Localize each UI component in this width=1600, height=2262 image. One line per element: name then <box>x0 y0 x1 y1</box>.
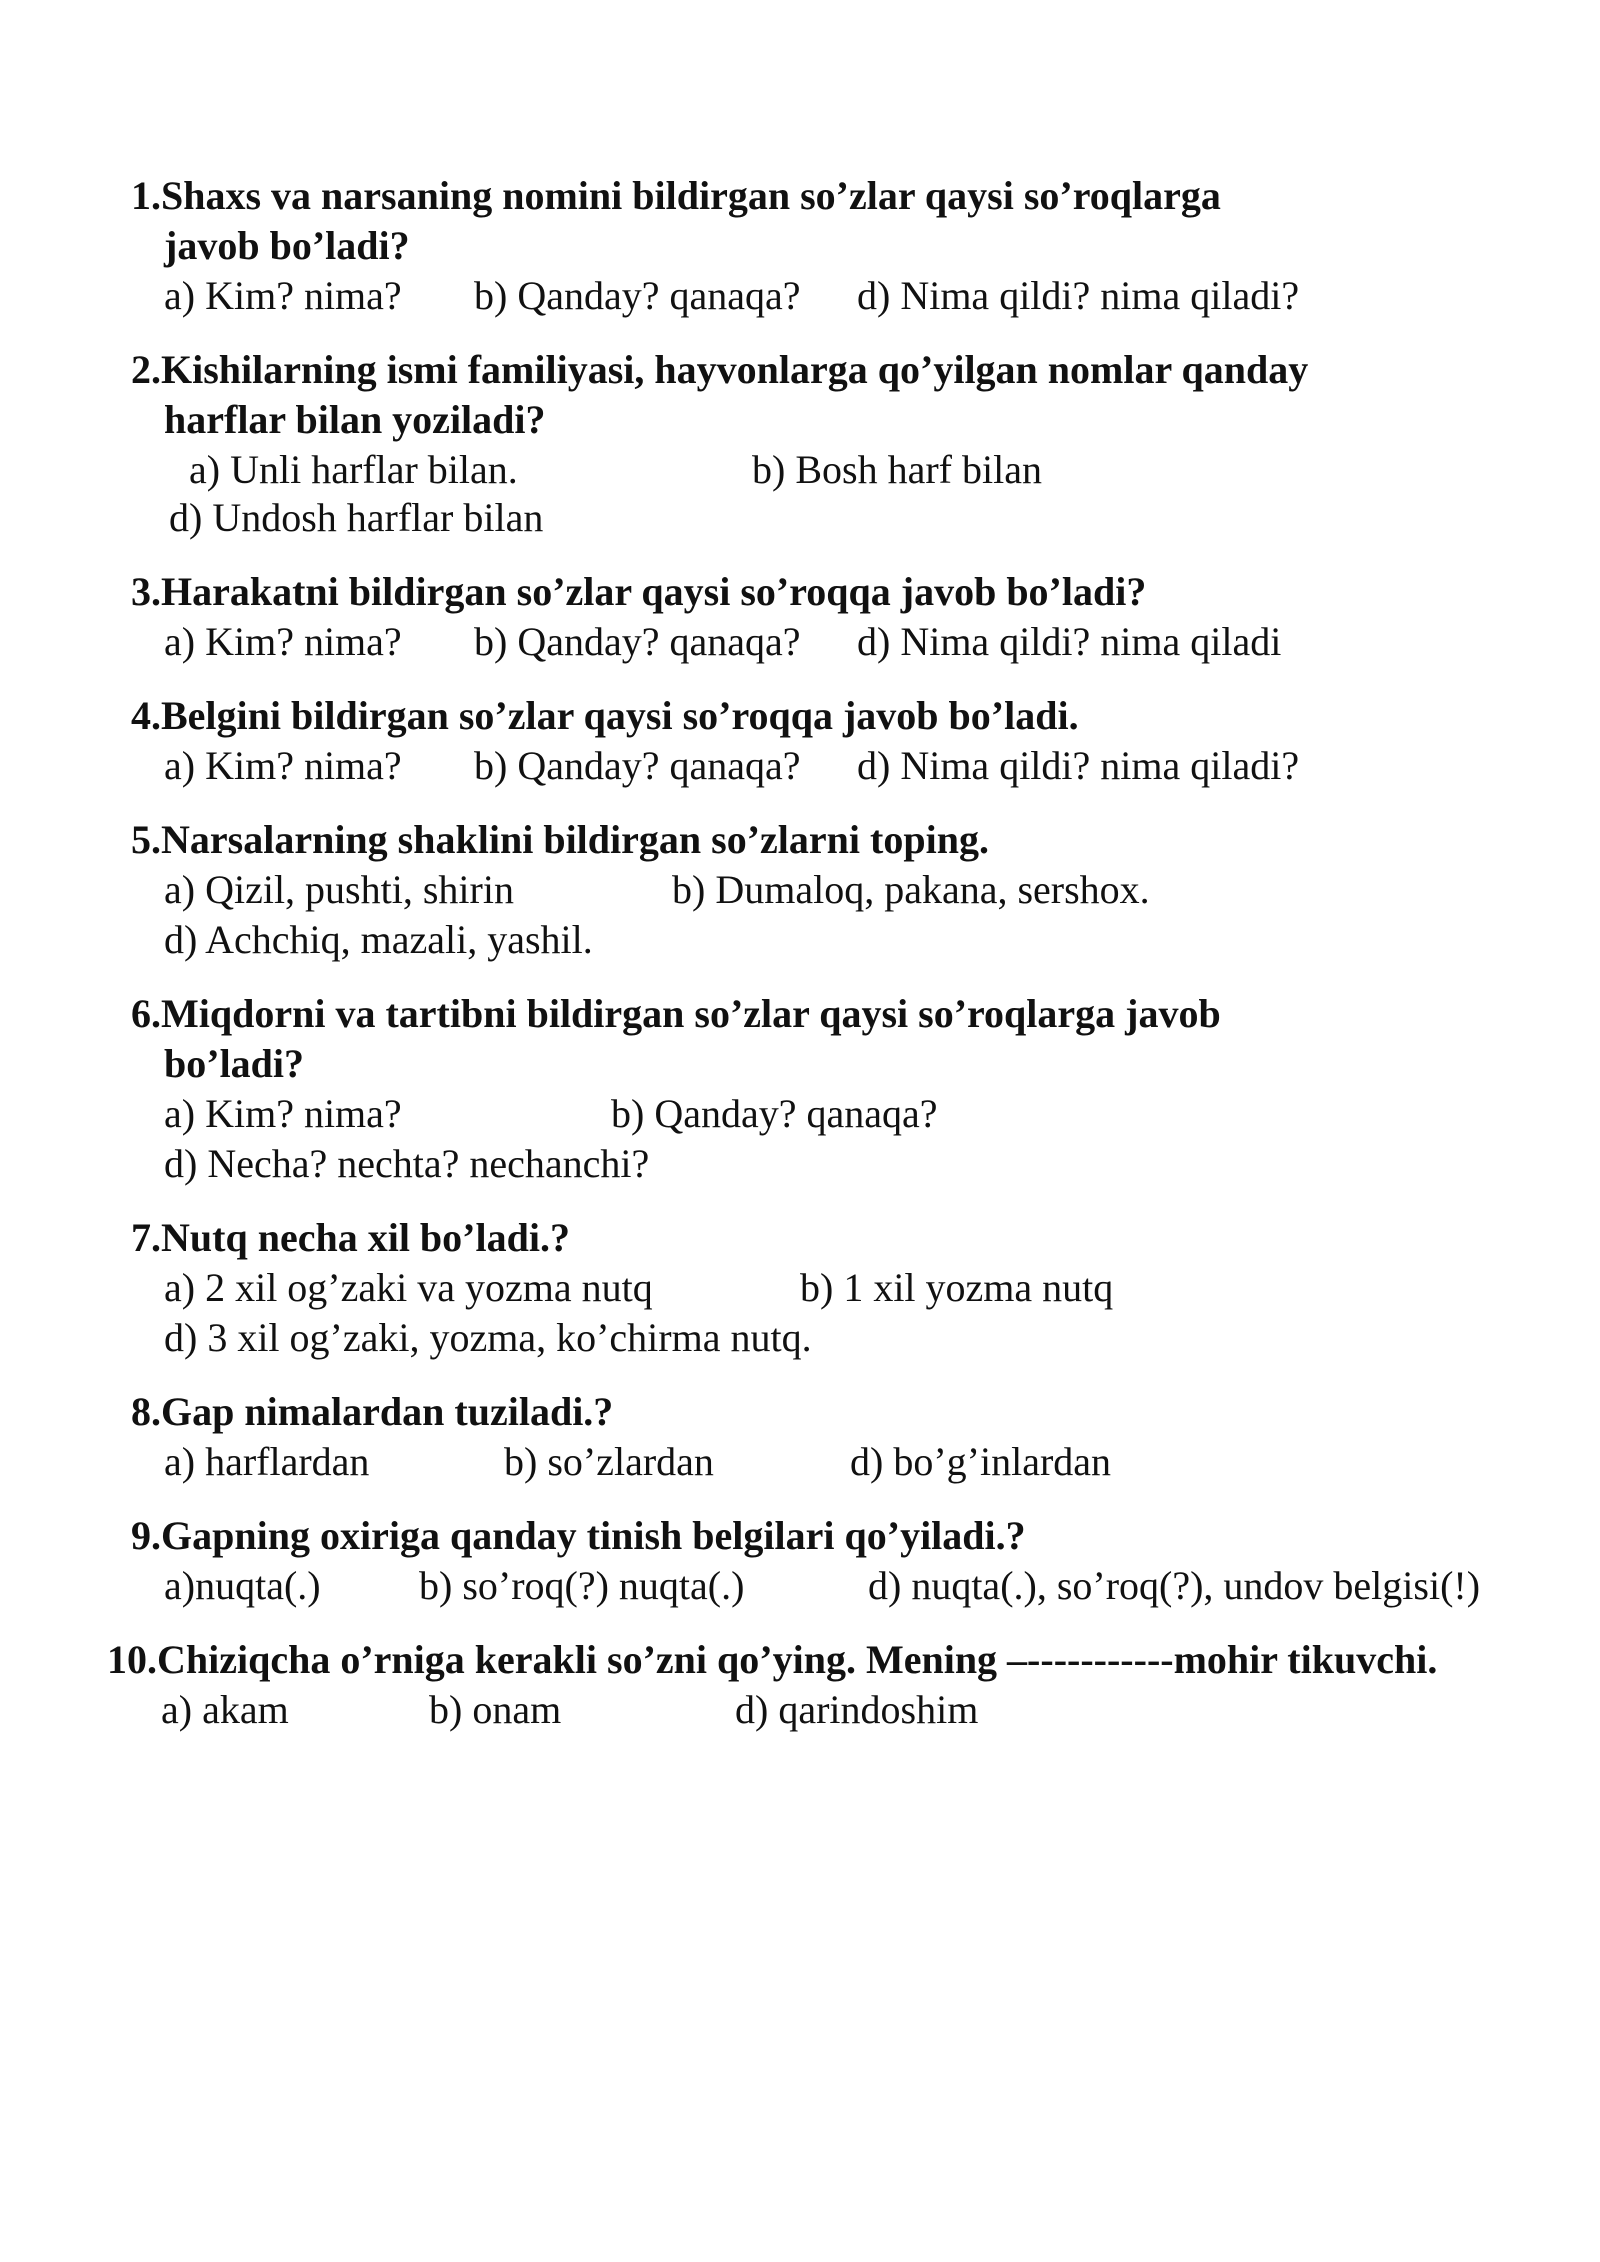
question-7-option-b: b) 1 xil yozma nutq <box>800 1265 1114 1310</box>
question-5-option-a: a) Qizil, pushti, shirin <box>164 867 514 912</box>
question-1-option-a: a) Kim? nima? <box>164 273 402 318</box>
question-10-option-a: a) akam <box>161 1687 289 1732</box>
question-9-option-d: d) nuqta(.), so’roq(?), undov belgisi(!) <box>868 1563 1481 1608</box>
question-6-option-b: b) Qanday? qanaqa? <box>611 1091 938 1136</box>
question-8-option-a: a) harflardan <box>164 1439 370 1484</box>
question-8-title-line1: 8.Gap nimalardan tuziladi.? <box>131 1389 614 1434</box>
question-10-option-d: d) qarindoshim <box>735 1687 979 1732</box>
question-6-title-line1: 6.Miqdorni va tartibni bildirgan so’zlar qaysi so’roqlarga javob <box>131 991 1221 1036</box>
question-8-option-b: b) so’zlardan <box>504 1439 714 1484</box>
question-10-title-line1: 10.Chiziqcha o’rniga kerakli so’zni qo’ying. Mening –-----------mohir tikuvchi. <box>107 1637 1438 1682</box>
question-9-option-a: a)nuqta(.) <box>164 1563 321 1608</box>
question-2-option-a: a) Unli harflar bilan. <box>189 447 518 492</box>
question-6-title-line2: bo’ladi? <box>164 1041 305 1086</box>
question-3-option-a: a) Kim? nima? <box>164 619 402 664</box>
question-3-option-d: d) Nima qildi? nima qiladi <box>857 619 1282 664</box>
question-3-title-line1: 3.Harakatni bildirgan so’zlar qaysi so’roqqa javob bo’ladi? <box>131 569 1147 614</box>
question-6-option-a: a) Kim? nima? <box>164 1091 402 1136</box>
question-8-option-d: d) bo’g’inlardan <box>850 1439 1112 1484</box>
question-2-title-line2: harflar bilan yoziladi? <box>164 397 546 442</box>
question-3-option-b: b) Qanday? qanaqa? <box>474 619 801 664</box>
question-1-title-line2: javob bo’ladi? <box>164 223 410 268</box>
question-2-option-b: b) Bosh harf bilan <box>752 447 1042 492</box>
question-1-option-d: d) Nima qildi? nima qiladi? <box>857 273 1300 318</box>
question-4-title-line1: 4.Belgini bildirgan so’zlar qaysi so’roqqa javob bo’ladi. <box>131 693 1079 738</box>
question-4-option-a: a) Kim? nima? <box>164 743 402 788</box>
question-9-option-b: b) so’roq(?) nuqta(.) <box>419 1563 745 1608</box>
question-5-option-d: d) Achchiq, mazali, yashil. <box>164 917 593 962</box>
question-6-option-d: d) Necha? nechta? nechanchi? <box>164 1141 650 1186</box>
question-2-option-d: d) Undosh harflar bilan <box>169 495 544 540</box>
question-9-title-line1: 9.Gapning oxiriga qanday tinish belgilari qo’yiladi.? <box>131 1513 1026 1558</box>
question-5-title-line1: 5.Narsalarning shaklini bildirgan so’zlarni toping. <box>131 817 989 862</box>
question-10-option-b: b) onam <box>429 1687 562 1732</box>
question-7-option-a: a) 2 xil og’zaki va yozma nutq <box>164 1265 653 1310</box>
question-5-option-b: b) Dumaloq, pakana, sershox. <box>672 867 1150 912</box>
question-2-title-line1: 2.Kishilarning ismi familiyasi, hayvonlarga qo’yilgan nomlar qanday <box>131 347 1309 392</box>
question-1-option-b: b) Qanday? qanaqa? <box>474 273 801 318</box>
question-7-title-line1: 7.Nutq necha xil bo’ladi.? <box>131 1215 570 1260</box>
question-4-option-d: d) Nima qildi? nima qiladi? <box>857 743 1300 788</box>
question-7-option-d: d) 3 xil og’zaki, yozma, ko’chirma nutq. <box>164 1315 812 1360</box>
question-1-title-line1: 1.Shaxs va narsaning nomini bildirgan so’zlar qaysi so’roqlarga <box>131 173 1221 218</box>
question-4-option-b: b) Qanday? qanaqa? <box>474 743 801 788</box>
